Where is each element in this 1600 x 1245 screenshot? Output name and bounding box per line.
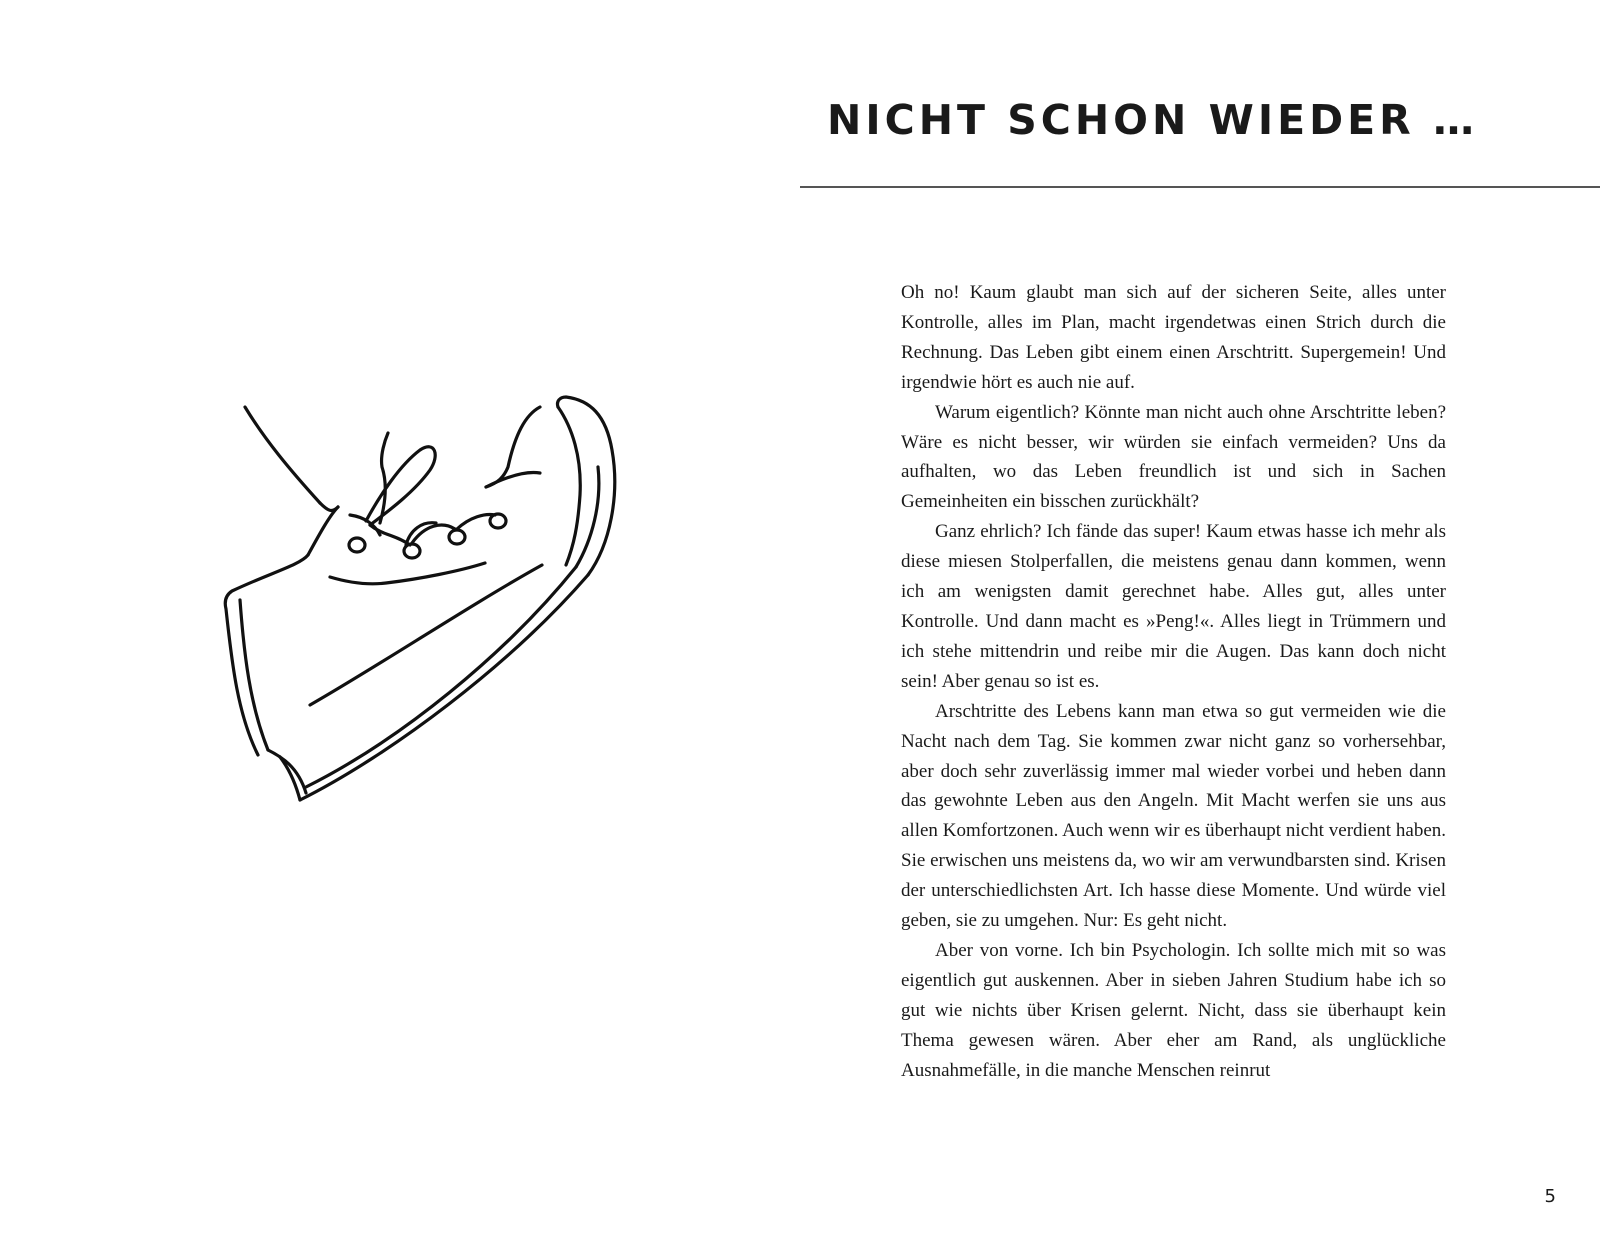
body-text bbox=[901, 278, 1446, 1085]
page-number: 5 bbox=[1544, 1186, 1556, 1207]
paragraph-5: Aber von vorne. Ich bin Psychologin. Ich sollte mich mit so was eigentlich gut auskennen. Aber in sieben Jahren Studium habe ich so gut wie nichts über Krisen gelernt. Nicht, dass sie überhaupt kein Thema gewesen wären. Aber eher am Rand, als unglückliche Ausnahmefälle, in die manche Menschen reinrut bbox=[901, 939, 1446, 1081]
paragraph-4: Arschtritte des Lebens kann man etwa so gut vermeiden wie die Nacht nach dem Tag. Sie kommen zwar nicht ganz so vorhersehbar, aber doch sehr zuverlässig immer mal wieder vorbei und heben dann das gewohnte Leben aus den Angeln. Mit Macht werfen sie uns aus allen Komfortzonen. Auch wenn wir es überhaupt nicht verdient haben. Sie erwischen uns meistens da, wo wir am verwundbarsten sind. Krisen der unterschiedlichsten Art. Ich hasse diese Momente. Und würde viel geben, sie zu umgehen. Nur: Es geht nicht. bbox=[901, 700, 1446, 932]
sneaker-kick-icon bbox=[210, 395, 650, 835]
paragraph-2: Warum eigentlich? Könnte man nicht auch ohne Arschtritte leben? Wäre es nicht besser, wir würden sie einfach vermeiden? Uns da aufhalten, wo das Leben freundlich ist und sich in Sachen Gemeinheiten ein bisschen zurückhält? bbox=[901, 401, 1446, 513]
illustration bbox=[210, 395, 650, 835]
right-page bbox=[800, 0, 1600, 1245]
chapter-title: NICHT SCHON WIEDER … bbox=[827, 96, 1478, 144]
title-divider bbox=[800, 186, 1600, 188]
paragraph-1: Oh no! Kaum glaubt man sich auf der sicheren Seite, alles unter Kontrolle, alles im Plan, macht irgendetwas einen Strich durch die Rechnung. Das Leben gibt einem einen Arschtritt. Supergemein! Und irgendwie hört es auch nie auf. bbox=[901, 282, 1446, 393]
paragraph-3: Ganz ehrlich? Ich fände das super! Kaum etwas hasse ich mehr als diese miesen Stolperfallen, die meistens genau dann kommen, wenn ich am wenigsten damit gerechnet habe. Alles gut, alles unter Kontrolle. Und dann macht es »Peng!«. Alles liegt in Trümmern und ich stehe mittendrin und reibe mir die Augen. Das kann doch nicht sein! Aber genau so ist es. bbox=[901, 521, 1446, 692]
